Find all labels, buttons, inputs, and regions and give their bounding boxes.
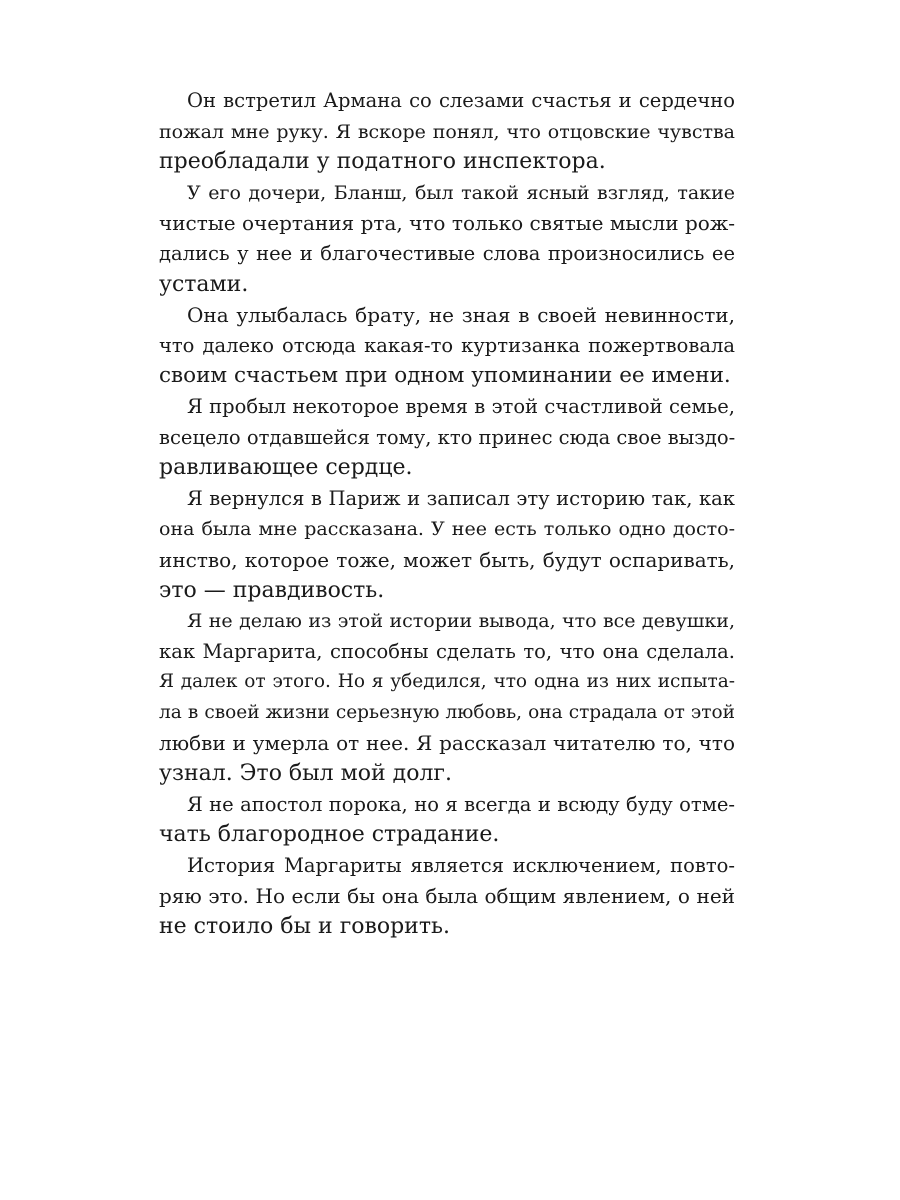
text-line: пожал мне руку. Я вскоре понял, что отцовские чувства: [159, 120, 735, 143]
text-line: всецело отдавшейся тому, кто принес сюда свое выздо-: [159, 425, 736, 449]
paragraph: [159, 86, 735, 178]
text-line: чать благородное страдание.: [159, 822, 500, 848]
paragraph: [159, 790, 735, 851]
text-line: равливающее сердце.: [159, 455, 413, 481]
text-line: своим счастьем при одном упоминании ее имени.: [159, 363, 731, 389]
text-line: не стоило бы и говорить.: [159, 914, 450, 940]
text-line: Я не апостол порока, но я всегда и всюду буду отме-: [187, 792, 735, 816]
text-line: Он встретил Армана со слезами счастья и сердечно: [187, 89, 735, 112]
paragraph: [159, 300, 735, 392]
text-line: дались у нее и благочестивые слова произносились ее: [159, 241, 735, 265]
text-line: что далеко отсюда какая-то куртизанка пожертвовала: [159, 333, 735, 357]
paragraph: [159, 392, 735, 484]
text-line: Я пробыл некоторое время в этой счастливой семье,: [187, 394, 735, 418]
text-line: устами.: [159, 271, 249, 297]
text-line: это — правдивость.: [159, 577, 385, 603]
text-line: узнал. Это был мой долг.: [159, 761, 452, 787]
paragraph: [159, 178, 735, 300]
text-line: чистые очертания рта, что только святые мысли рож-: [159, 211, 735, 236]
text-line: преобладали у податного инспектора.: [159, 149, 606, 175]
paragraph: [159, 851, 735, 943]
text-line: История Маргариты является исключением, повто-: [187, 853, 735, 877]
text-line: инство, которое тоже, может быть, будут оспаривать,: [159, 547, 735, 572]
text-line: ряю это. Но если бы она была общим явлением, о ней: [159, 884, 735, 909]
text-line: как Маргарита, способны сделать то, что она сделала.: [159, 639, 735, 663]
text-line: Я не делаю из этой истории вывода, что все девушки,: [187, 610, 735, 633]
paragraph: [159, 484, 735, 606]
paragraph: [159, 606, 735, 790]
text-line: Я вернулся в Париж и записал эту историю так, как: [187, 486, 735, 510]
body-text: [159, 86, 735, 943]
text-line: Я далек от этого. Но я убедился, что одна из них испыта-: [159, 671, 735, 693]
text-line: ла в своей жизни серьезную любовь, она страдала от этой: [159, 701, 735, 723]
text-line: любви и умерла от нее. Я рассказал читателю то, что: [159, 731, 735, 756]
text-line: она была мне рассказана. У нее есть только одно досто-: [159, 518, 735, 541]
text-line: Она улыбалась брату, не зная в своей невинности,: [187, 303, 735, 328]
text-line: У его дочери, Бланш, был такой ясный взгляд, такие: [187, 181, 735, 204]
